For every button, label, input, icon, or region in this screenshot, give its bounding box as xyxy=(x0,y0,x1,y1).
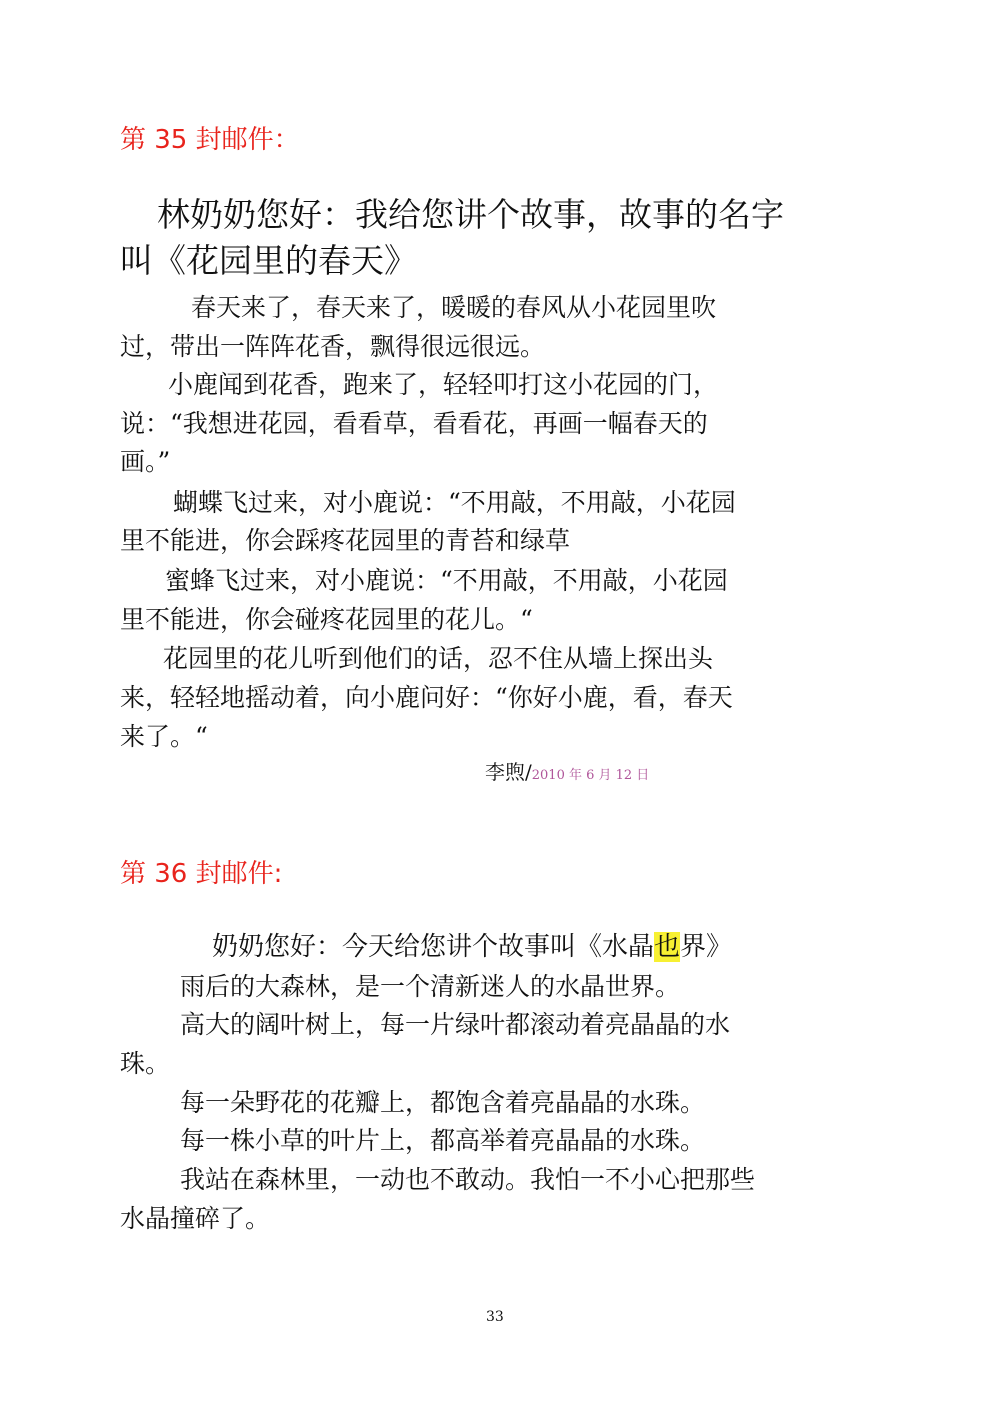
email-35-line: 小鹿闻到花香，跑来了，轻轻叩打这小花园的门， xyxy=(168,370,719,399)
email-35-line: 过，带出一阵阵花香，飘得很远很远。 xyxy=(120,332,546,361)
email-35-line: 说：“我想进花园，看看草，看看花，再画一幅春天的 xyxy=(120,409,708,438)
email-35-line: 里不能进，你会踩疼花园里的青苔和绿草 xyxy=(120,526,571,555)
email-35-line: 来，轻轻地摇动着，向小鹿问好：“你好小鹿，看，春天 xyxy=(120,683,733,712)
email-36-heading: 第 36 封邮件: xyxy=(120,859,283,889)
email-36-title-highlight: 也 xyxy=(654,932,681,962)
email-36-line: 每一株小草的叶片上，都高举着亮晶晶的水珠。 xyxy=(180,1126,706,1155)
email-35-title-line-2: 叫《花园里的春天》 xyxy=(120,241,417,280)
email-35-line: 蜜蜂飞过来，对小鹿说：“不用敲，不用敲，小花园 xyxy=(165,566,728,595)
email-36-line: 高大的阔叶树上，每一片绿叶都滚动着亮晶晶的水 xyxy=(180,1010,731,1039)
email-35-signature xyxy=(485,762,649,782)
email-35-heading: 第 35 封邮件： xyxy=(120,125,300,155)
email-36-title-text-end: 界》 xyxy=(680,932,733,962)
email-36-title xyxy=(212,934,732,960)
email-36-title-text: 奶奶您好：今天给您讲个故事叫《水晶 xyxy=(212,932,655,962)
email-35-line: 蝴蝶飞过来，对小鹿说：“不用敲，不用敲，小花园 xyxy=(173,488,736,517)
email-36-line: 珠。 xyxy=(120,1049,171,1078)
email-36-line: 水晶撞碎了。 xyxy=(120,1204,271,1233)
email-35-line: 花园里的花儿听到他们的话，忍不住从墙上探出头 xyxy=(163,644,714,673)
email-35-line: 里不能进，你会碰疼花园里的花儿。“ xyxy=(120,605,533,634)
page-number: 33 xyxy=(486,1309,504,1325)
signature-name: 李煦/ xyxy=(485,760,532,784)
email-35-line: 春天来了，春天来了，暖暖的春风从小花园里吹 xyxy=(191,293,717,322)
email-36-line: 每一朵野花的花瓣上，都饱含着亮晶晶的水珠。 xyxy=(180,1088,706,1117)
email-35-title-line-1: 林奶奶您好：我给您讲个故事，故事的名字 xyxy=(157,195,784,234)
email-35-line: 画。” xyxy=(120,447,171,476)
email-36-line: 雨后的大森林，是一个清新迷人的水晶世界。 xyxy=(180,972,681,1001)
signature-date: 2010 年 6 月 12 日 xyxy=(531,768,650,783)
email-35-line: 来了。“ xyxy=(120,722,208,751)
email-36-line: 我站在森林里，一动也不敢动。我怕一不小心把那些 xyxy=(180,1165,756,1194)
